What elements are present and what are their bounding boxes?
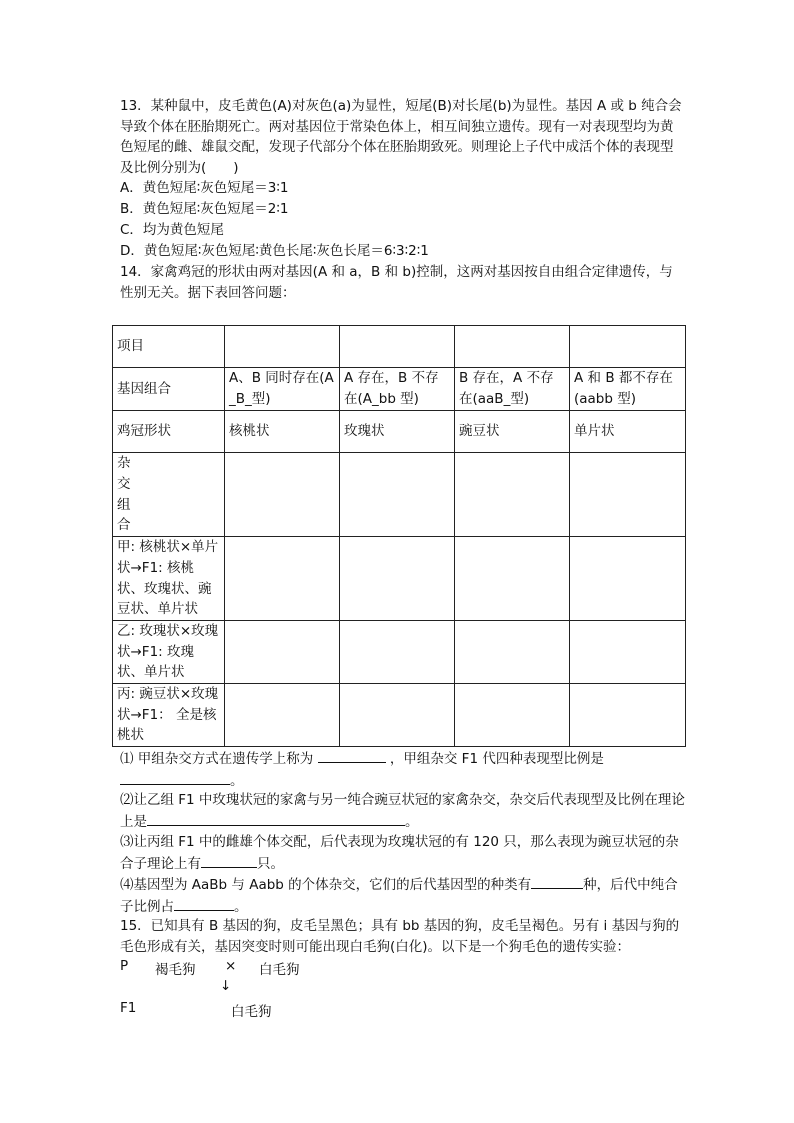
table-row bbox=[113, 453, 686, 537]
q13-option-a: A．黄色短尾∶灰色短尾＝3∶1 bbox=[120, 180, 289, 196]
parent-white-dog: 白毛狗 bbox=[259, 962, 300, 978]
table-row bbox=[113, 621, 686, 684]
answer-blank[interactable] bbox=[318, 748, 386, 763]
shape-cell: 单片状 bbox=[570, 411, 686, 453]
q14-sub2: ⑵让乙组 F1 中玫瑰状冠的家禽与另一纯合豌豆状冠的家禽杂交，杂交后代表现型及比例在理论上是 。 bbox=[120, 792, 685, 830]
f1-generation-label: F1 bbox=[120, 1000, 137, 1016]
row-header-shape: 鸡冠形状 bbox=[113, 411, 225, 453]
table-row bbox=[113, 411, 686, 453]
p-generation-label: P bbox=[120, 958, 129, 974]
table-row bbox=[113, 684, 686, 747]
table-row bbox=[113, 326, 686, 368]
down-arrow-icon: ↓ bbox=[220, 978, 232, 994]
answer-blank[interactable] bbox=[147, 811, 405, 826]
row-header-genotype: 基因组合 bbox=[113, 368, 225, 411]
row-header-cross: 杂交组合 bbox=[113, 453, 225, 537]
q13-option-c: C．均为黄色短尾 bbox=[120, 222, 224, 238]
q14-sub3: ⑶让丙组 F1 中的雌雄个体交配，后代表现为玫瑰状冠的有 120 只，那么表现为豌豆状冠的杂合子理论上有 只。 bbox=[120, 834, 679, 872]
answer-blank[interactable] bbox=[531, 874, 583, 889]
answer-blank[interactable] bbox=[174, 896, 234, 911]
row-header-cross-jia: 甲: 核桃状×单片状→F1: 核桃状、玫瑰状、豌豆状、单片状 bbox=[113, 537, 225, 621]
answer-blank[interactable] bbox=[120, 770, 230, 785]
f1-white-dog: 白毛狗 bbox=[231, 1004, 272, 1020]
shape-cell: 玫瑰状 bbox=[340, 411, 455, 453]
cross-symbol: × bbox=[225, 958, 237, 974]
table-row bbox=[113, 368, 686, 411]
shape-cell: 豌豆状 bbox=[455, 411, 570, 453]
genotype-cell: A 存在，B 不存在(A_bb 型) bbox=[340, 368, 455, 411]
q13-option-d: D．黄色短尾∶灰色短尾∶黄色长尾∶灰色长尾＝6∶3∶2∶1 bbox=[120, 243, 429, 259]
q14-sub1: ⑴ 甲组杂交方式在遗传学上称为 ，甲组杂交 F1 代四种表现型比例是 。 bbox=[120, 748, 686, 791]
q14-stem: 14．家禽鸡冠的形状由两对基因(A 和 a，B 和 b)控制，这两对基因按自由组合定律遗传，与性别无关。据下表回答问题： bbox=[120, 264, 673, 301]
parent-brown-dog: 褐毛狗 bbox=[155, 962, 196, 978]
genotype-cell: B 存在，A 不存在(aaB_型) bbox=[455, 368, 570, 411]
row-header-cross-bing: 丙: 豌豆状×玫瑰状→F1： 全是核桃状 bbox=[113, 684, 225, 747]
answer-blank[interactable] bbox=[201, 853, 257, 868]
row-header-item: 项目 bbox=[113, 326, 225, 368]
row-header-cross-yi: 乙: 玫瑰状×玫瑰状→F1: 玫瑰状、单片状 bbox=[113, 621, 225, 684]
genotype-cell: A 和 B 都不存在(aabb 型) bbox=[570, 368, 686, 411]
shape-cell: 核桃状 bbox=[225, 411, 340, 453]
q15-stem: 15．已知具有 B 基因的狗，皮毛呈黑色；具有 bb 基因的狗，皮毛呈褐色。另有 i 基因与狗的毛色形成有关，基因突变时则可能出现白毛狗(白化)。以下是一个狗毛色的遗传实验： bbox=[120, 918, 680, 955]
table-row bbox=[113, 537, 686, 621]
genotype-cell: A、B 同时存在(A_B_型) bbox=[225, 368, 340, 411]
q13-option-b: B．黄色短尾∶灰色短尾＝2∶1 bbox=[120, 201, 289, 217]
q13-stem: 13．某种鼠中，皮毛黄色(A)对灰色(a)为显性，短尾(B)对长尾(b)为显性。基因 A 或 b 纯合会导致个体在胚胎期死亡。两对基因位于常染色体上，相互间独立遗传。现有一对表现型均为黄色短尾的雌、雄鼠交配，发现子代部分个体在胚胎期致死。则理论上子代中成活个体的表现型及比例分别为( ) bbox=[120, 98, 682, 176]
genotype-table bbox=[112, 325, 686, 747]
q14-sub4: ⑷基因型为 AaBb 与 Aabb 的个体杂交，它们的后代基因型的种类有 种，后代中纯合子比例占 。 bbox=[120, 874, 686, 917]
